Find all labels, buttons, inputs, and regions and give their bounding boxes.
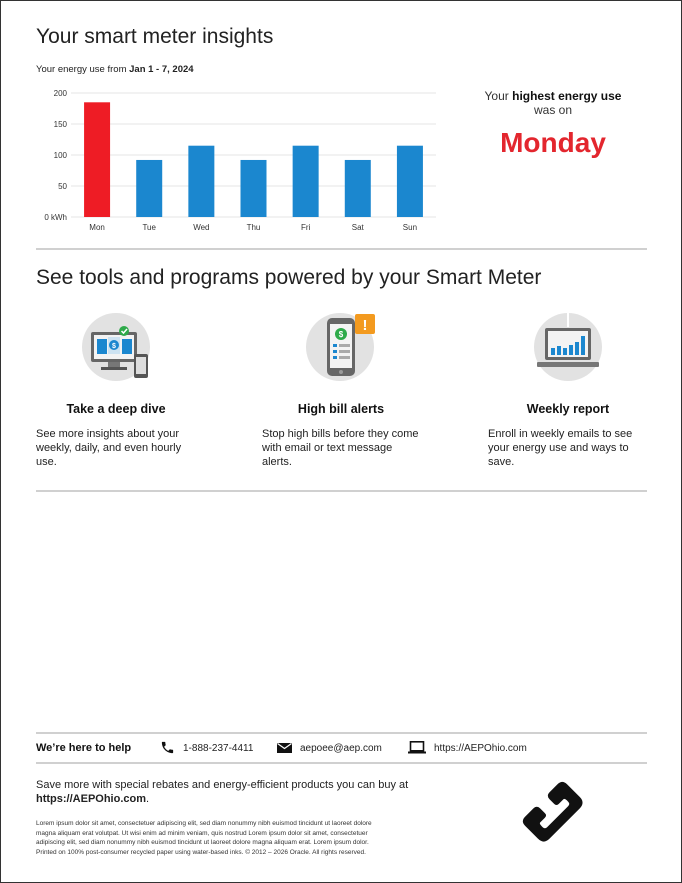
desc-line: Enroll in weekly emails to see xyxy=(488,428,633,440)
desc-line: alerts. xyxy=(262,456,292,468)
chart-subtitle xyxy=(36,64,194,75)
divider xyxy=(36,248,647,250)
y-tick-label: 0 kWh xyxy=(44,213,67,222)
phone-icon xyxy=(160,740,175,760)
promo-link[interactable]: https://AEPOhio.com xyxy=(36,793,146,805)
x-tick-label: Tue xyxy=(142,223,156,232)
highlight-line2: was on xyxy=(533,103,573,117)
energy-usage-chart xyxy=(36,83,446,238)
phone-number-link[interactable]: 1-888-237-4411 xyxy=(183,743,254,754)
x-tick-label: Mon xyxy=(89,223,105,232)
tool-title-weekly-report: Weekly report xyxy=(526,402,610,416)
desc-line: your energy use and ways to xyxy=(488,442,629,454)
email-link[interactable]: aepoee@aep.com xyxy=(300,743,382,754)
y-tick-label: 50 xyxy=(58,182,67,191)
promo-line: Save more with special rebates and energy-efficient products you can buy at xyxy=(36,779,409,791)
tool-desc-deep-dive xyxy=(36,427,211,469)
page-title: Your smart meter insights xyxy=(36,25,274,48)
bar-fri xyxy=(293,146,319,217)
laptop-icon xyxy=(408,741,426,759)
help-label: We’re here to help xyxy=(36,742,132,754)
legal-text xyxy=(36,819,476,857)
website-link[interactable]: https://AEPOhio.com xyxy=(434,743,527,754)
bar-sun xyxy=(397,146,423,217)
desc-line: use. xyxy=(36,456,57,468)
x-tick-label: Thu xyxy=(246,223,261,232)
tool-title-bill-alerts: High bill alerts xyxy=(297,402,385,416)
svg-text:$: $ xyxy=(338,330,344,339)
x-tick-label: Sun xyxy=(402,223,418,232)
desc-line: with email or text message xyxy=(262,442,393,454)
x-tick-label: Fri xyxy=(300,223,311,232)
email-icon xyxy=(277,741,292,759)
desc-line: weekly, daily, and even hourly xyxy=(36,442,182,454)
phone-alert-icon xyxy=(305,312,379,382)
y-tick-label: 150 xyxy=(53,120,67,129)
desc-line: See more insights about your xyxy=(36,428,180,440)
bar-wed xyxy=(188,146,214,217)
subtitle-date-range: Jan 1 - 7, 2024 xyxy=(129,64,194,75)
laptop-chart-icon xyxy=(533,312,603,382)
svg-text:$: $ xyxy=(112,343,116,350)
bar-sat xyxy=(345,160,371,217)
tool-title-deep-dive: Take a deep dive xyxy=(66,402,166,416)
computer-icon xyxy=(81,312,151,382)
desc-line: save. xyxy=(488,456,515,468)
y-tick-label: 200 xyxy=(53,89,67,98)
promo-text xyxy=(36,778,486,806)
subtitle-prefix: Your energy use from xyxy=(36,64,130,75)
svg-text:!: ! xyxy=(362,317,368,334)
highlight-line1 xyxy=(463,89,643,103)
legal-line: Lorem ipsum dolor sit amet, consectetuer adipiscing elit, sed diam nonummy nibh euismod tincidunt ut laoreet dolore xyxy=(36,820,372,827)
bar-mon xyxy=(84,102,110,217)
legal-line: magna aliquam erat volutpat. Ut wisi enim ad minim veniam, quis nostrud Lorem ipsum dolor sit amet, consectetuer xyxy=(36,829,368,837)
legal-line: adipiscing elit, sed diam nonummy nibh euismod tincidunt ut laoreet dolore magna aliquam erat. Lorem ipsum dolor. xyxy=(36,839,369,846)
bar-thu xyxy=(241,160,267,217)
divider xyxy=(36,762,647,764)
divider xyxy=(36,490,647,492)
x-tick-label: Wed xyxy=(193,223,210,232)
x-tick-label: Sat xyxy=(351,223,364,232)
bar-tue xyxy=(136,160,162,217)
highlight-bold: highest energy use xyxy=(512,89,622,103)
desc-line: Stop high bills before they come xyxy=(262,428,419,440)
tool-desc-bill-alerts xyxy=(262,427,452,469)
highest-day: Monday xyxy=(500,127,606,158)
tools-heading: See tools and programs powered by your Smart Meter xyxy=(36,266,542,289)
promo-period: . xyxy=(146,793,150,805)
large-phone-icon xyxy=(511,771,595,858)
tool-desc-weekly-report xyxy=(488,427,653,469)
divider xyxy=(36,732,647,734)
legal-line: Printed on 100% post-consumer recycled paper using water-based inks. © 2012 – 2026 Oracle. All rights reserved. xyxy=(36,848,366,856)
y-tick-label: 100 xyxy=(53,151,67,160)
highlight-prefix: Your xyxy=(484,89,513,103)
highest-use-callout xyxy=(463,89,643,159)
